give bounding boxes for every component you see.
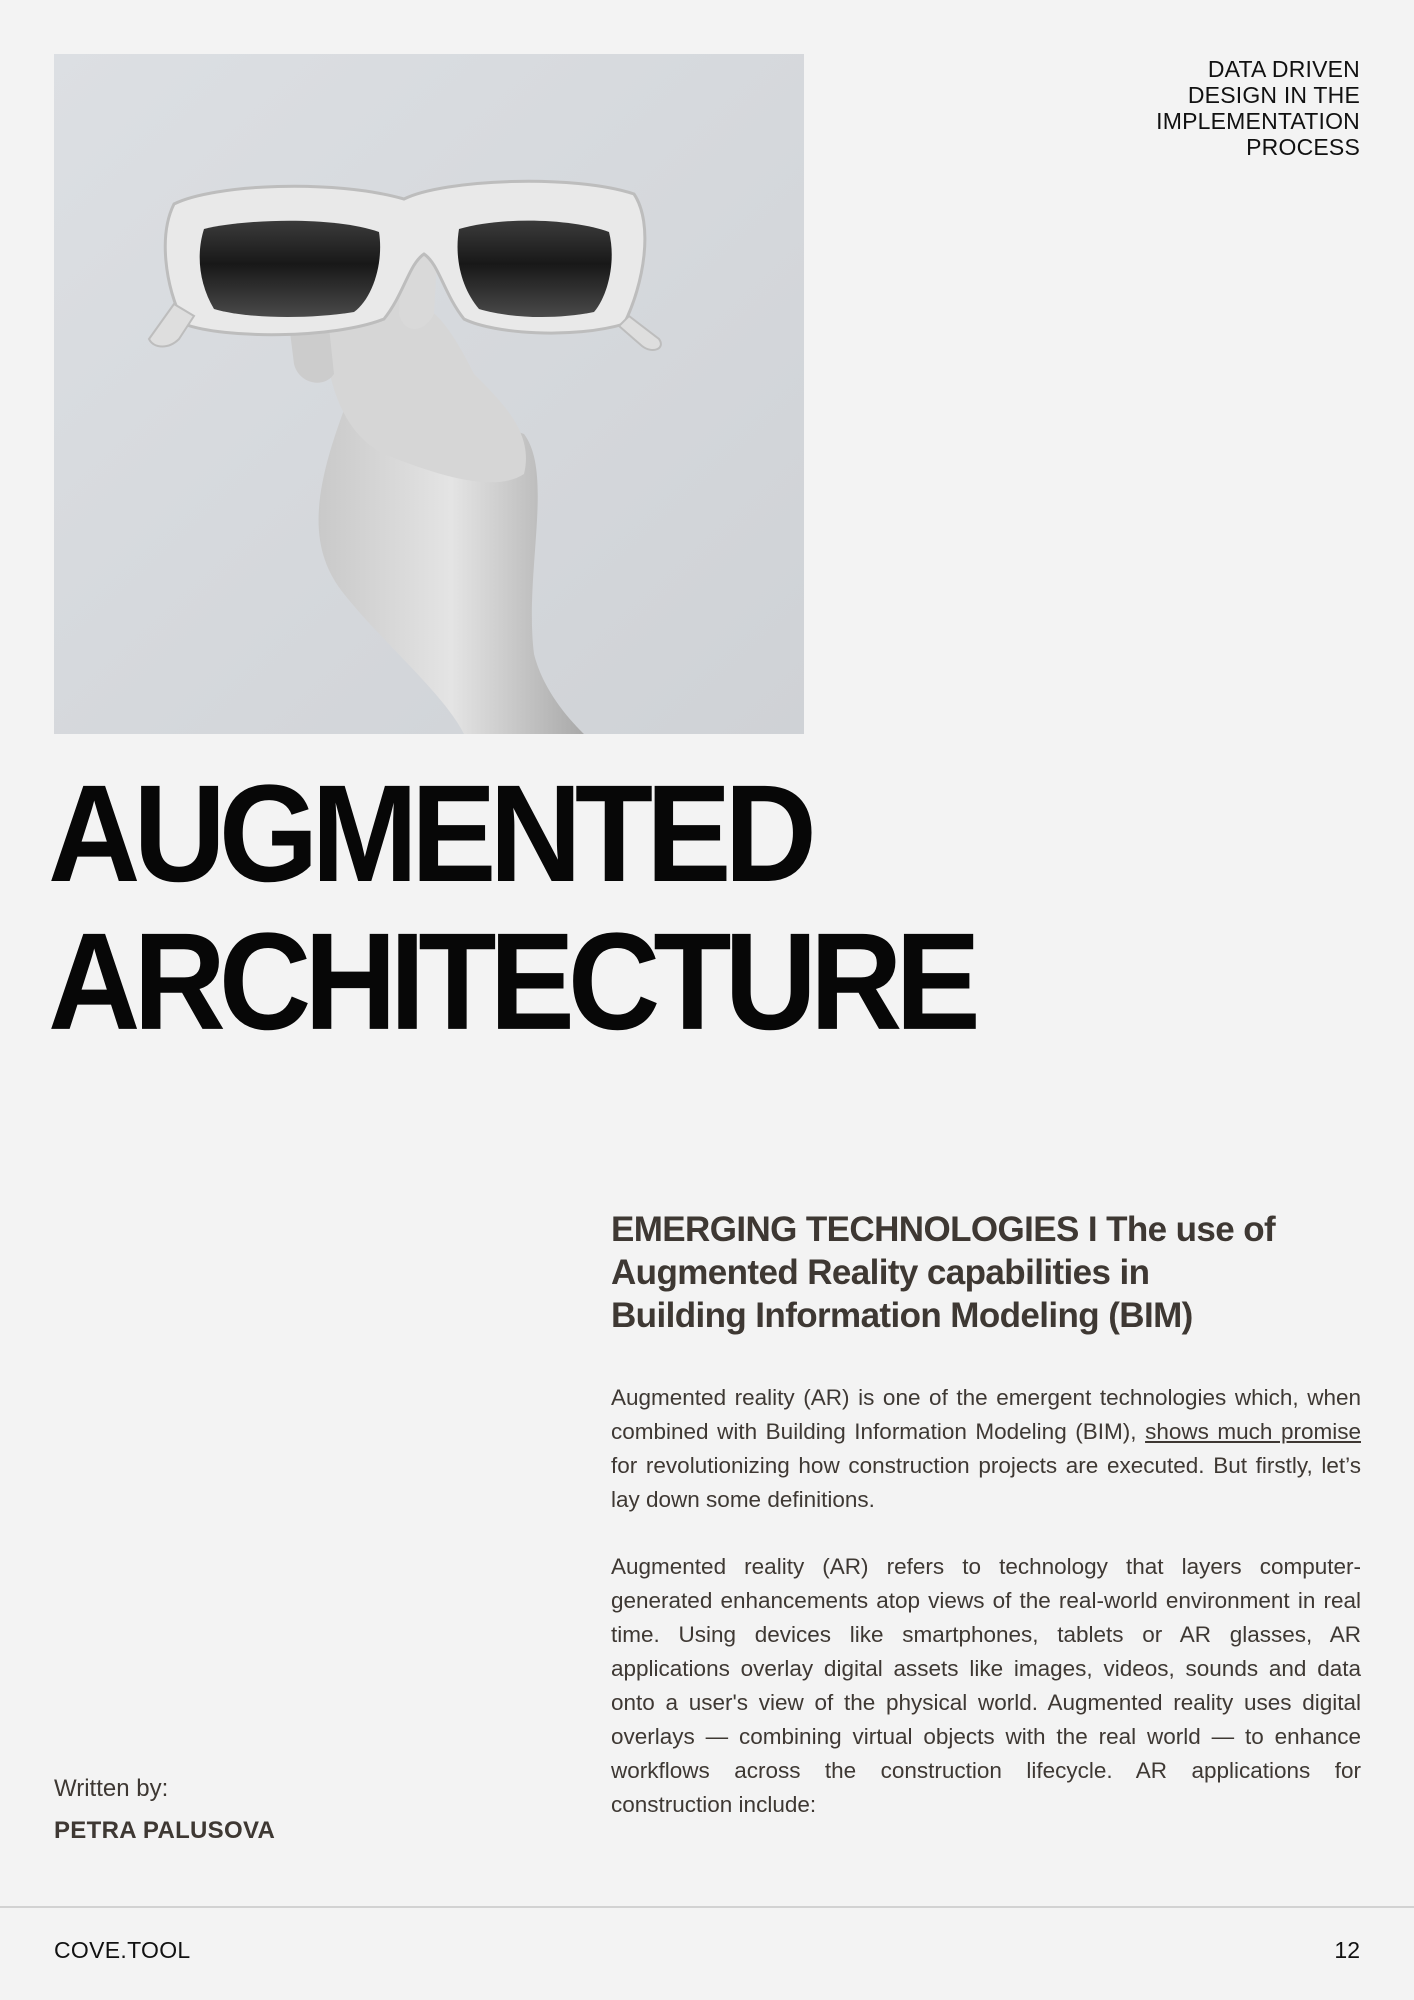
paragraph-text: for revolutionizing how construction projects are executed. But firstly, let’s lay down some definitions. xyxy=(611,1453,1361,1512)
article-subheading xyxy=(611,1208,1361,1337)
author-name: PETRA PALUSOVA xyxy=(54,1817,276,1844)
body-paragraph-1 xyxy=(611,1381,1361,1517)
subheading-line: EMERGING TECHNOLOGIES I The use of xyxy=(611,1210,1276,1249)
kicker-line: PROCESS xyxy=(1246,134,1360,160)
footer-brand: COVE.TOOL xyxy=(54,1937,191,1963)
title-line: AUGMENTED xyxy=(48,756,810,912)
section-kicker xyxy=(1060,56,1360,160)
subheading-line: Building Information Modeling (BIM) xyxy=(611,1296,1193,1335)
footer-divider xyxy=(0,1906,1414,1908)
kicker-line: DATA DRIVEN xyxy=(1207,56,1360,82)
title-line: ARCHITECTURE xyxy=(48,904,974,1060)
hero-photo xyxy=(54,54,804,734)
page-title xyxy=(48,756,1168,1060)
subheading-line: Augmented Reality capabilities in xyxy=(611,1253,1150,1292)
byline-label: Written by: xyxy=(54,1775,169,1802)
paragraph-text: Augmented reality (AR) is one of the emergent technologies which, when combined with Building Information Modeling (BIM), xyxy=(611,1385,1361,1444)
kicker-line: DESIGN IN THE xyxy=(1187,82,1360,108)
page-number: 12 xyxy=(1334,1937,1360,1963)
body-paragraph-2: Augmented reality (AR) refers to technology that layers computer-generated enhancements atop views of the real-world environment in real time. Using devices like smartphones, tablets or AR glasses, AR applications overlay digital assets like images, videos, sounds and data onto a user's view of the physical world. Augmented reality uses digital overlays — combining virtual objects with the real world — to enhance workflows across the construction lifecycle. AR applications for construction include: xyxy=(611,1554,1361,1817)
kicker-line: IMPLEMENTATION xyxy=(1156,108,1360,134)
shows-much-promise-link[interactable]: shows much promise xyxy=(1145,1419,1361,1444)
